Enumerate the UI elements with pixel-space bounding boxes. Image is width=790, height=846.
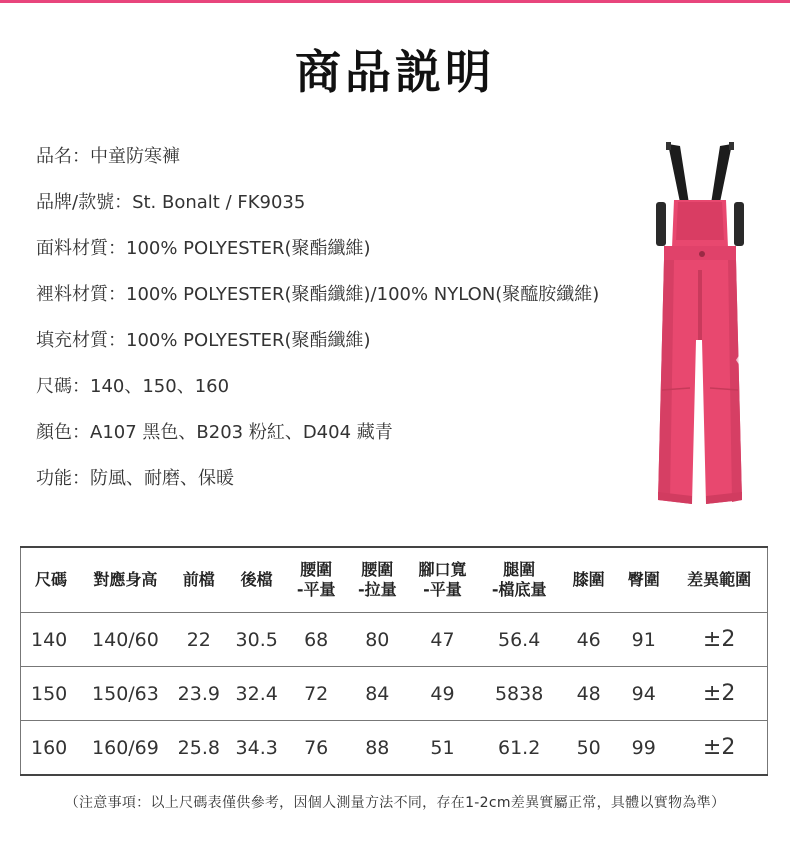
product-info-list: [36, 142, 636, 510]
info-colors: 顏色：A107 黑色、B203 粉紅、D404 藏青: [36, 422, 393, 443]
table-row: [21, 613, 768, 667]
cell-waist-flat: 68: [286, 613, 347, 667]
product-image-ski-pants: [640, 140, 760, 512]
col-waist-flat: 腰圍 -平量: [286, 547, 347, 613]
size-note: （注意事項：以上尺碼表僅供參考，因個人測量方法不同，存在1-2cm差異實屬正常，具體以實物為準）: [64, 795, 726, 811]
cell-knee: 48: [561, 667, 616, 721]
cell-back-rise: 34.3: [235, 736, 278, 759]
cell-hip: 99: [631, 736, 656, 759]
page-title: 商品説明: [295, 45, 495, 99]
col-back-rise: 後檔: [228, 547, 286, 613]
top-accent-bar: [0, 0, 790, 3]
cell-thigh: 61.2: [498, 736, 541, 759]
info-sizes: 尺碼：140、150、160: [36, 376, 230, 397]
col-hem-width: 腳口寬 -平量: [408, 547, 477, 613]
size-table-header-row: [21, 547, 768, 613]
cell-front-rise: 25.8: [177, 736, 220, 759]
cell-waist-stretch: 84: [347, 667, 408, 721]
col-front-rise: 前檔: [170, 547, 228, 613]
cell-size: 150: [21, 667, 82, 721]
cell-waist-stretch: 80: [347, 613, 408, 667]
info-fill-material: 填充材質：100% POLYESTER(聚酯纖維): [36, 330, 371, 351]
info-outer-material: 面料材質：100% POLYESTER(聚酯纖維): [36, 238, 371, 259]
cell-height: 140/60: [81, 613, 170, 667]
info-features: 功能：防風、耐磨、保暖: [36, 468, 234, 489]
cell-thigh: 56.4: [477, 613, 561, 667]
cell-size: 140: [21, 613, 82, 667]
cell-front-rise: 22: [170, 613, 228, 667]
cell-height: 160/69: [92, 736, 159, 759]
cell-waist-flat: 72: [286, 667, 347, 721]
cell-back-rise: 32.4: [228, 667, 286, 721]
cell-hem-width: 51: [430, 736, 455, 759]
cell-tolerance: ±2: [671, 667, 767, 721]
cell-hem-width: 49: [408, 667, 477, 721]
cell-tolerance: ±2: [671, 613, 767, 667]
col-waist-stretch: 腰圍 -拉量: [347, 547, 408, 613]
cell-front-rise: 23.9: [170, 667, 228, 721]
info-lining-material: 裡料材質：100% POLYESTER(聚酯纖維)/100% NYLON(聚醯胺纖維): [36, 284, 600, 305]
cell-hip: 94: [616, 667, 671, 721]
cell-hip: 91: [616, 613, 671, 667]
info-product-name: 品名：中童防寒褲: [36, 146, 180, 167]
cell-knee: 46: [561, 613, 616, 667]
col-hip: 臀圍: [616, 547, 671, 613]
col-knee: 膝圍: [561, 547, 616, 613]
table-row: [21, 721, 768, 776]
cell-tolerance: ±2: [702, 735, 736, 760]
col-tolerance: 差異範圍: [671, 547, 767, 613]
col-thigh: 腿圍 -檔底量: [477, 547, 561, 613]
cell-thigh: 5838: [477, 667, 561, 721]
info-brand-model: 品牌/款號：St. Bonalt / FK9035: [36, 192, 306, 213]
cell-hem-width: 47: [408, 613, 477, 667]
size-chart-table: [20, 546, 768, 776]
cell-knee: 50: [576, 736, 601, 759]
table-row: [21, 667, 768, 721]
col-height: 對應身高: [81, 547, 170, 613]
cell-back-rise: 30.5: [228, 613, 286, 667]
cell-size: 160: [31, 736, 68, 759]
cell-height: 150/63: [81, 667, 170, 721]
col-size: 尺碼: [21, 547, 82, 613]
cell-waist-stretch: 88: [365, 736, 390, 759]
cell-waist-flat: 76: [304, 736, 329, 759]
